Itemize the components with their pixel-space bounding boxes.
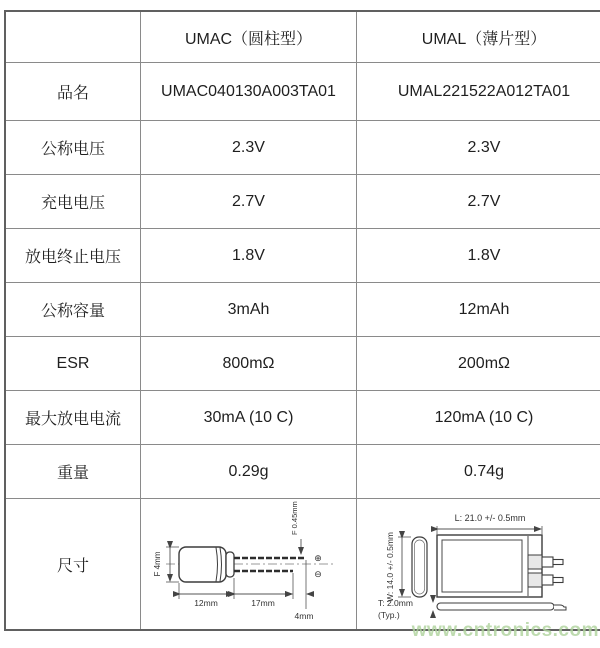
table-row xyxy=(5,63,600,121)
umal-value: UMAL221522A012TA01 xyxy=(357,63,600,121)
dim-label-diameter: F 4mm xyxy=(153,551,162,577)
terminal-pad xyxy=(528,573,542,587)
dimension-row xyxy=(5,499,600,631)
terminal-pad xyxy=(528,555,542,569)
umac-value: 0.29g xyxy=(141,445,357,499)
umal-value: 12mAh xyxy=(357,283,600,337)
negative-terminal-icon: ⊖ xyxy=(314,569,322,579)
bottom-view xyxy=(437,603,554,610)
umal-dimension-cell xyxy=(357,499,600,631)
dim-label-thickness-typ: (Typ.) xyxy=(378,610,400,620)
capacitor-body xyxy=(179,547,226,582)
umac-value: 2.3V xyxy=(141,121,357,175)
row-label: 公称电压 xyxy=(5,121,141,175)
terminal-lead xyxy=(553,560,563,565)
table-row xyxy=(5,175,600,229)
umac-value: 30mA (10 C) xyxy=(141,391,357,445)
row-label: 充电电压 xyxy=(5,175,141,229)
umac-value: UMAC040130A003TA01 xyxy=(141,63,357,121)
header-umal: UMAL（薄片型） xyxy=(357,11,600,63)
umal-value: 2.7V xyxy=(357,175,600,229)
row-label: 重量 xyxy=(5,445,141,499)
cylindrical-capacitor-drawing xyxy=(146,499,351,629)
umal-value: 2.3V xyxy=(357,121,600,175)
umac-value: 1.8V xyxy=(141,229,357,283)
spec-table xyxy=(4,10,600,631)
dim-label-length: L: 21.0 +/- 0.5mm xyxy=(454,513,526,523)
watermark: www.cntronics.com xyxy=(411,620,599,641)
row-label: 放电终止电压 xyxy=(5,229,141,283)
table-row xyxy=(5,121,600,175)
top-view-body xyxy=(437,535,542,597)
table-row xyxy=(5,229,600,283)
umal-dimension-diagram xyxy=(361,499,600,629)
umac-dimension-cell xyxy=(141,499,357,631)
terminal-tab xyxy=(542,575,553,585)
dim-label-thickness: T: 2.0mm xyxy=(378,598,413,608)
header-umac: UMAC（圆柱型） xyxy=(141,11,357,63)
table-row xyxy=(5,391,600,445)
dim-label-body-length: 12mm xyxy=(194,598,218,608)
row-label: 品名 xyxy=(5,63,141,121)
dim-label-lead-offset: 4mm xyxy=(294,611,314,621)
umal-value: 0.74g xyxy=(357,445,600,499)
terminal-lead xyxy=(553,578,563,583)
seal-bead xyxy=(226,552,234,577)
umac-value: 2.7V xyxy=(141,175,357,229)
bottom-view-tab xyxy=(554,605,566,610)
row-label: 尺寸 xyxy=(5,499,141,631)
umal-value: 120mA (10 C) xyxy=(357,391,600,445)
terminal-tab xyxy=(542,557,553,567)
umal-value: 1.8V xyxy=(357,229,600,283)
dim-label-width: W: 14.0 +/- 0.5mm xyxy=(385,532,395,602)
table-row xyxy=(5,283,600,337)
table-row xyxy=(5,337,600,391)
header-empty-cell xyxy=(5,11,141,63)
umac-value: 3mAh xyxy=(141,283,357,337)
row-label: 最大放电电流 xyxy=(5,391,141,445)
umac-value: 800mΩ xyxy=(141,337,357,391)
table-header-row xyxy=(5,11,600,63)
positive-terminal-icon: ⊕ xyxy=(314,553,322,563)
dim-label-lead-length: 17mm xyxy=(251,598,275,608)
table-row xyxy=(5,445,600,499)
umal-value: 200mΩ xyxy=(357,337,600,391)
row-label: ESR xyxy=(5,337,141,391)
dim-label-lead-diameter: F 0.45mm xyxy=(290,501,299,535)
umac-dimension-diagram xyxy=(145,499,352,629)
chip-capacitor-drawing xyxy=(362,499,600,629)
row-label: 公称容量 xyxy=(5,283,141,337)
